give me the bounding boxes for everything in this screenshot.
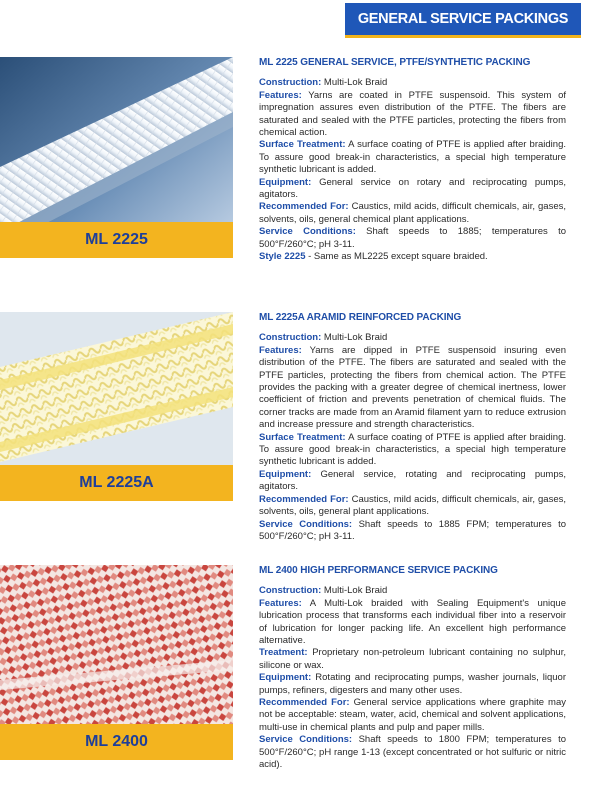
section-header [345,3,581,38]
spec-recommended-for: Recommended For: Caustics, mild acids, difficult chemicals, air, gases, solvents, oils, general plant applications. [259,493,566,518]
product-label-ml2400: ML 2400 [0,724,233,760]
product-title: ML 2225 GENERAL SERVICE, PTFE/SYNTHETIC PACKING [259,57,531,68]
product-photo-ml2400 [0,565,233,760]
spec-features: Features: A Multi-Lok braided with Sealing Equipment's unique lubrication process that transforms each individual fiber into a reservoir of lubrication for longer packing life. An excellent high performance alternative. [259,597,566,647]
spec-construction: Construction: Multi-Lok Braid [259,77,388,89]
product-photo-ml2225a [0,312,233,501]
spec-equipment: Equipment: General service, rotating and reciprocating pumps, agitators. [259,468,567,493]
spec-service-conditions: Service Conditions: Shaft speeds to 1885; temperatures to 500°F/260°C; pH 3-11. [259,226,566,250]
product-description-ml2400 [259,565,566,772]
section-header-title: GENERAL SERVICE PACKINGS [357,11,569,27]
spec-construction: Construction: Multi-Lok Braid [259,332,388,344]
product-title: ML 2400 HIGH PERFORMANCE SERVICE PACKING [259,565,498,576]
spec-recommended-for: Recommended For: General service applications where graphite may not be acceptable: steam, water, acid, chemical and solvent applications, multi-use in chemical plants and pulp and paper mills. [259,697,566,733]
spec-service-conditions: Service Conditions: Shaft speeds to 1800 FPM; temperatures to 500°F/260°C; pH range 1-13 (except concentrated or hot sulfuric or nitric acid). [259,734,567,771]
spec-surface-treatment: Surface Treatment: A surface coating of PTFE is applied after braiding. To assure good break-in characteristics, a special high temperature synthetic lubricant is added. [259,431,566,468]
product-label-ml2225a: ML 2225A [0,465,233,501]
product-description-ml2225 [259,57,566,264]
product-title: ML 2225A ARAMID REINFORCED PACKING [259,312,462,323]
spec-features: Features: Yarns are coated in PTFE suspensoid. This system of impregnation assures even distribution of the PTFE. The fibers are saturated and sealed with the PTFE particles, protecting the fibers from chemical action. [259,89,567,139]
spec-features: Features: Yarns are dipped in PTFE suspensoid insuring even distribution of the PTFE. The fibers are saturated and sealed with the PTFE particles, protecting the fibers from chemical action. The PTFE provides the packing with a greater degree of chemical inertness, lower coefficient of friction and prevents penetration of chemical fluids. The corner tracks are made from an Aramid filament yarn to reduce extrusion and increase pressure and strength characteristics. [259,344,567,431]
product-label-ml2225: ML 2225 [0,222,233,258]
spec-construction: Construction: Multi-Lok Braid [259,585,388,597]
spec-recommended-for: Recommended For: Caustics, mild acids, difficult chemicals, air, gases, solvents, oils, general chemical plant applications. [259,201,566,225]
spec-equipment: Equipment: Rotating and reciprocating pumps, washer journals, liquor pumps, refiners, digesters and many other uses. [259,672,566,696]
product-description-ml2225a [259,312,566,543]
spec-treatment: Treatment: Proprietary non-petroleum lubricant containing no sulphur, silicone or wax. [259,647,566,671]
spec-surface-treatment: Surface Treatment: A surface coating of PTFE is applied after braiding. To assure good break-in characteristics, a special high temperature synthetic lubricant is added. [259,139,566,176]
product-photo-ml2225 [0,57,233,258]
spec-service-conditions: Service Conditions: Shaft speeds to 1885 FPM; temperatures to 500°F/260°C; pH 3-11. [259,518,567,542]
spec-style-note: Style 2225 - Same as ML2225 except square braided. [259,251,488,263]
spec-equipment: Equipment: General service on rotary and reciprocating pumps, agitators. [259,176,567,201]
